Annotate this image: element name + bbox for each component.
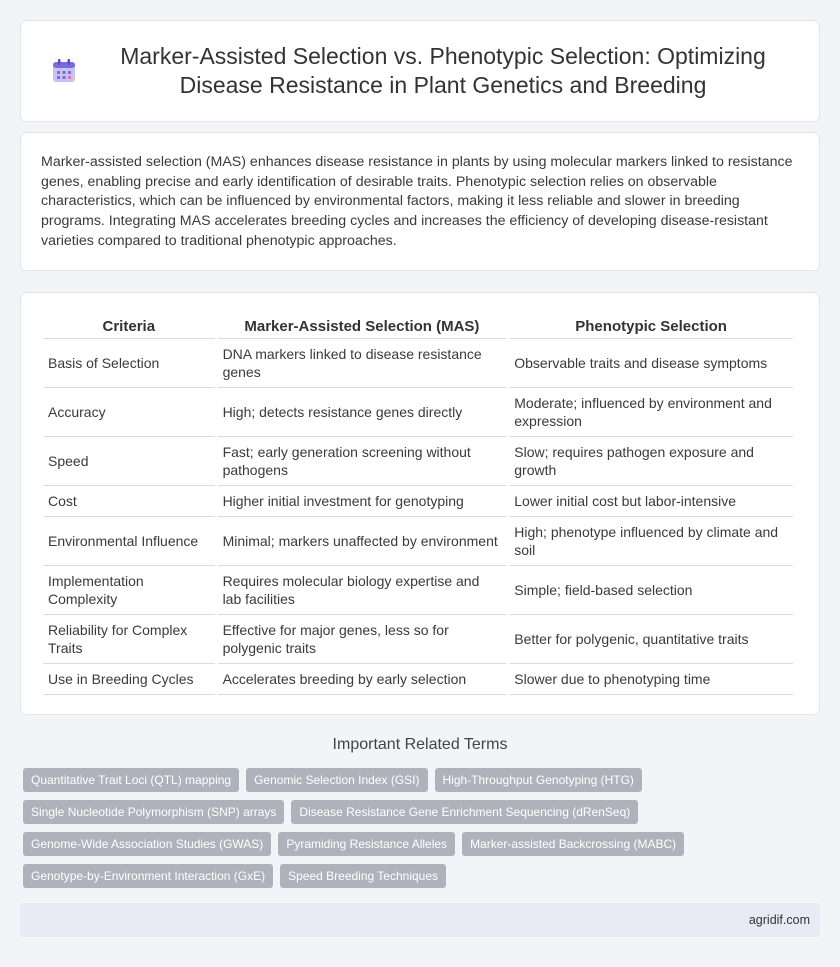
footer [20, 903, 820, 937]
table-cell: Cost [43, 486, 215, 517]
related-term-tag[interactable]: Pyramiding Resistance Alleles [278, 832, 455, 856]
column-header-phenotypic: Phenotypic Selection [509, 313, 793, 339]
related-term-tag[interactable]: Genomic Selection Index (GSI) [246, 768, 427, 792]
related-terms-section [0, 736, 840, 754]
tag-row [23, 768, 823, 792]
related-term-tag[interactable]: Marker-assisted Backcrossing (MABC) [462, 832, 684, 856]
footer-site-link[interactable]: agridif.com [748, 913, 810, 927]
table-cell: DNA markers linked to disease resistance genes [218, 339, 507, 388]
table-cell: Slower due to phenotyping time [509, 664, 793, 695]
related-term-tag[interactable]: Quantitative Trait Loci (QTL) mapping [23, 768, 239, 792]
table-cell: High; detects resistance genes directly [218, 388, 507, 437]
tag-row [23, 864, 823, 888]
column-header-mas: Marker-Assisted Selection (MAS) [218, 313, 507, 339]
table-cell: High; phenotype influenced by climate and soil [509, 517, 793, 566]
table-row [43, 566, 793, 615]
title-card [20, 20, 820, 122]
table-cell: Higher initial investment for genotyping [218, 486, 507, 517]
table-cell: Accelerates breeding by early selection [218, 664, 507, 695]
related-term-tag[interactable]: Genome-Wide Association Studies (GWAS) [23, 832, 271, 856]
related-term-tag[interactable]: Single Nucleotide Polymorphism (SNP) arrays [23, 800, 284, 824]
table-cell: Minimal; markers unaffected by environment [218, 517, 507, 566]
table-cell: Better for polygenic, quantitative traits [509, 615, 793, 664]
table-row [43, 339, 793, 388]
calendar-icon [51, 58, 77, 84]
related-term-tag[interactable]: Genotype-by-Environment Interaction (GxE) [23, 864, 273, 888]
related-term-tag[interactable]: High-Throughput Genotyping (HTG) [435, 768, 642, 792]
table-cell: Implementation Complexity [43, 566, 215, 615]
comparison-table [40, 313, 796, 695]
table-cell: Observable traits and disease symptoms [509, 339, 793, 388]
related-term-tag[interactable]: Speed Breeding Techniques [280, 864, 446, 888]
tag-row [23, 832, 823, 856]
comparison-table-card [20, 292, 820, 715]
table-cell: Reliability for Complex Traits [43, 615, 215, 664]
table-cell: Speed [43, 437, 215, 486]
table-cell: Accuracy [43, 388, 215, 437]
table-row [43, 437, 793, 486]
table-cell: Moderate; influenced by environment and expression [509, 388, 793, 437]
table-row [43, 388, 793, 437]
column-header-criteria: Criteria [43, 313, 215, 339]
intro-text: Marker-assisted selection (MAS) enhances disease resistance in plants by using molecular markers linked to resistance genes, enabling precise and early identification of desirable traits. Phenotypic selection relies on observable characteristics, which can be influenced by environmental factors, making it less reliable and slower in breeding programs. Integrating MAS accelerates breeding cycles and increases the efficiency of developing disease-resistant varieties compared to traditional phenotypic approaches. [41, 154, 793, 249]
table-row [43, 664, 793, 695]
related-term-tag[interactable]: Disease Resistance Gene Enrichment Sequencing (dRenSeq) [291, 800, 638, 824]
tag-row [23, 800, 823, 824]
related-terms-tags [23, 768, 823, 896]
table-row [43, 486, 793, 517]
table-cell: Slow; requires pathogen exposure and growth [509, 437, 793, 486]
table-row [43, 517, 793, 566]
intro-card [20, 132, 820, 271]
table-cell: Fast; early generation screening without pathogens [218, 437, 507, 486]
table-cell: Lower initial cost but labor-intensive [509, 486, 793, 517]
related-terms-title: Important Related Terms [332, 736, 508, 753]
table-cell: Requires molecular biology expertise and lab facilities [218, 566, 507, 615]
table-cell: Simple; field-based selection [509, 566, 793, 615]
page-title: Marker-Assisted Selection vs. Phenotypic Selection: Optimizing Disease Resistance in Plant Genetics and Breeding [120, 43, 766, 98]
table-cell: Environmental Influence [43, 517, 215, 566]
table-cell: Use in Breeding Cycles [43, 664, 215, 695]
table-row [43, 615, 793, 664]
table-cell: Basis of Selection [43, 339, 215, 388]
table-cell: Effective for major genes, less so for polygenic traits [218, 615, 507, 664]
